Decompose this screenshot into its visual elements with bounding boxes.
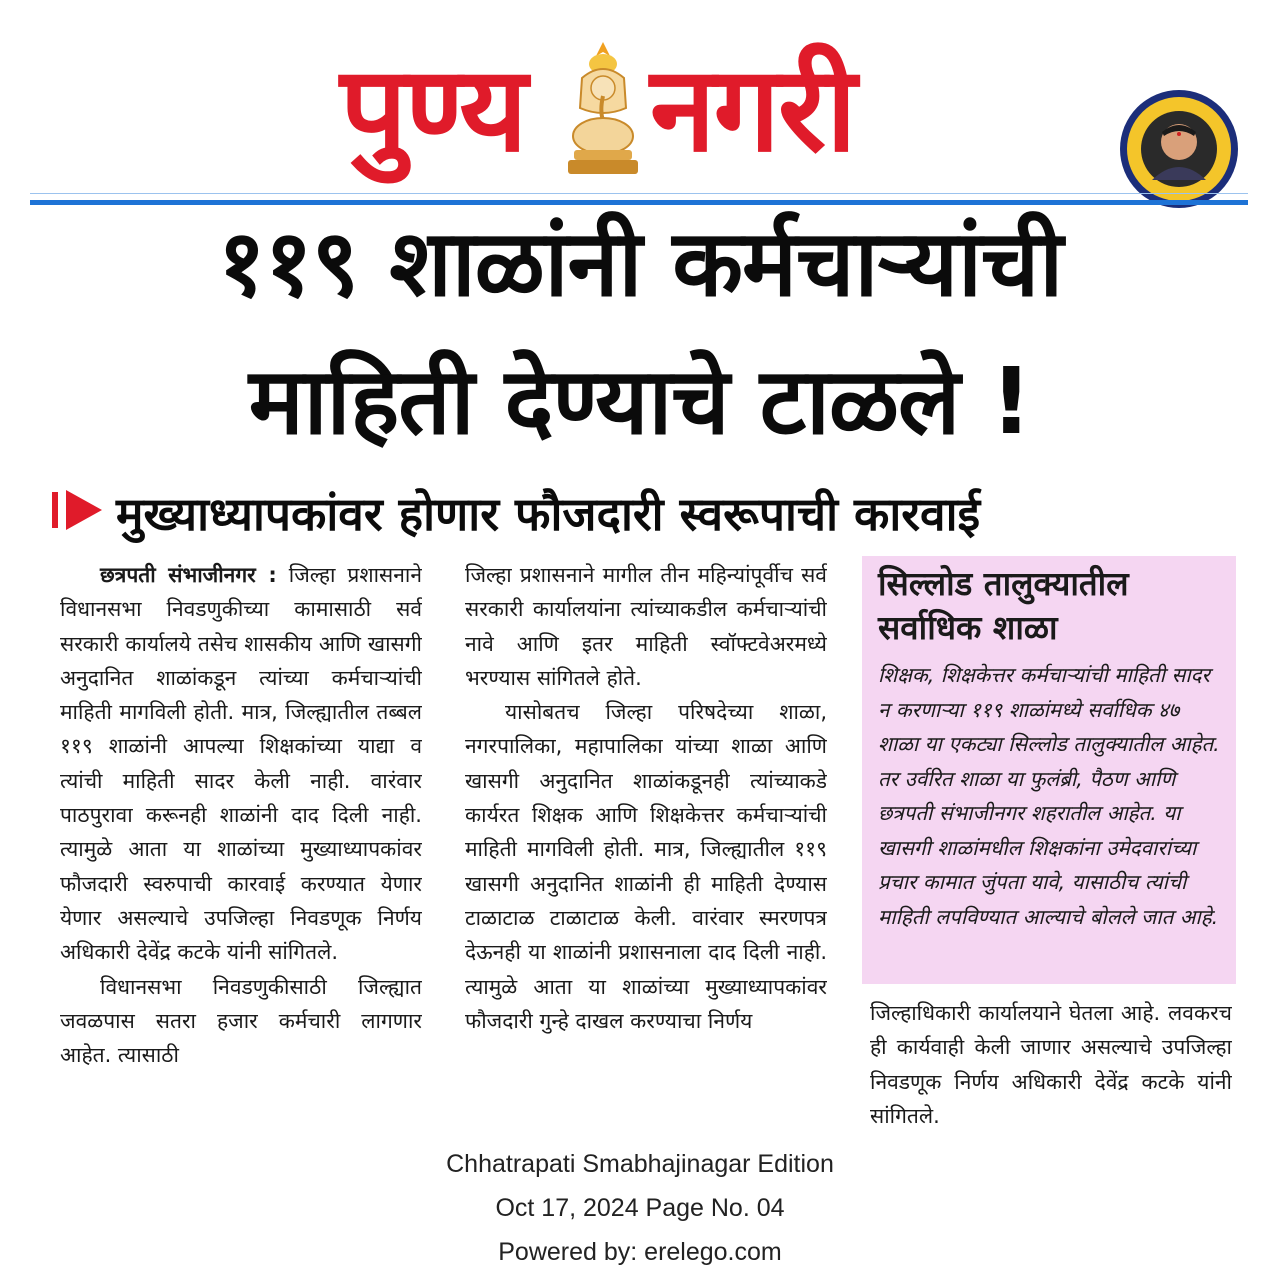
footer-date-page: Oct 17, 2024 Page No. 04 bbox=[495, 1194, 785, 1222]
masthead-divider bbox=[30, 200, 1248, 205]
sidebar-box bbox=[862, 556, 1236, 984]
headline-line-2: माहिती देण्याचे टाळले ! bbox=[248, 348, 1032, 455]
subheadline-text: मुख्याध्यापकांवर होणार फौजदारी स्वरूपाची कारवाई bbox=[116, 487, 981, 541]
subheadline bbox=[50, 482, 1250, 542]
masthead-thin-rule bbox=[30, 193, 1248, 194]
article-paragraph: यासोबतच जिल्हा परिषदेच्या शाळा, नगरपालिका, महापालिका यांच्या शाळा आणि खासगी अनुदानित शाळांकडूनही त्यांच्याकडे कार्यरत शिक्षक आणि शिक्षकेत्तर कर्मचाऱ्यांची माहिती मागविली होती. मात्र, जिल्ह्यातील ११९ खासगी अनुदानित शाळांनी ही माहिती देण्यास टाळाटाळ टाळाटाळ केली. वारंवार स्मरणपत्र देऊनही या शाळांनी प्रशासनाला दाद दिली नाही. त्यामुळे आता या शाळांच्या मुख्याध्यापकांवर फौजदारी गुन्हे दाखल करण्याचा निर्णय bbox=[465, 700, 827, 1033]
masthead bbox=[0, 30, 1280, 200]
article-column-3 bbox=[870, 996, 1232, 1136]
logo-word-right: नगरी bbox=[650, 40, 855, 178]
sidebar-body: शिक्षक, शिक्षकेत्तर कर्मचाऱ्यांची माहिती सादर न करणाऱ्या ११९ शाळांमध्ये सर्वाधिक ४७ शाळा या एकट्या सिल्लोड तालुक्यातील आहेत. तर उर्वरित शाळा या फुलंब्री, पैठण आणि छत्रपती संभाजीनगर शहरातील आहेत. या खासगी शाळांमधील शिक्षकांना उमेदवारांच्या प्रचार कामात जुंपता यावे, यासाठीच त्यांची माहिती लपविण्यात आल्याचे बोलले जात आहे. bbox=[878, 663, 1220, 929]
article-paragraph: जिल्हाधिकारी कार्यालयाने घेतला आहे. लवकरच ही कार्यवाही केली जाणार असल्याचे उपजिल्हा निवडणूक निर्णय अधिकारी देवेंद्र कटके यांनी सांगितले. bbox=[870, 1001, 1232, 1128]
headline-line-1: ११९ शाळांनी कर्मचाऱ्यांची bbox=[217, 210, 1063, 317]
article-column-2 bbox=[465, 558, 827, 1138]
article-column-1 bbox=[60, 558, 422, 1138]
author-photo-badge bbox=[1118, 88, 1240, 210]
logo-word-left: पुण्य bbox=[340, 40, 526, 178]
footer-edition: Chhatrapati Smabhajinagar Edition bbox=[446, 1150, 834, 1178]
red-play-arrow-icon bbox=[50, 488, 110, 532]
article-paragraph: जिल्हा प्रशासनाने मागील तीन महिन्यांपूर्वीच सर्व सरकारी कार्यालयांना त्यांच्याकडील कर्मचाऱ्यांची नावे आणि इतर माहिती स्वॉफ्टवेअरमध्ये भरण्यास सांगितले होते. bbox=[465, 563, 827, 690]
ganesha-idol-icon bbox=[560, 38, 646, 178]
article-paragraph: जिल्हा प्रशासनाने विधानसभा निवडणुकीच्या कामासाठी सर्व सरकारी कार्यालये तसेच शासकीय आणि खासगी अनुदानित शाळांकडून त्यांच्या कर्मचाऱ्यांची माहिती मागविली होती. मात्र, जिल्ह्यातील तब्बल ११९ शाळांनी आपल्या शिक्षकांच्या याद्या व त्यांची माहिती सादर केली नाही. वारंवार पाठपुरावा करूनही शाळांनी दाद दिली नाही. त्यामुळे आता या शाळांच्या मुख्याध्यापकांवर फौजदारी स्वरुपाची कारवाई करण्यात येणार येणार असल्याचे उपजिल्हा निवडणूक निर्णय अधिकारी देवेंद्र कटके यांनी सांगितले. bbox=[60, 563, 422, 965]
dateline: छत्रपती संभाजीनगर : bbox=[100, 563, 277, 587]
article-paragraph: विधानसभा निवडणुकीसाठी जिल्ह्यात जवळपास सतरा हजार कर्मचारी लागणार आहेत. त्यासाठी bbox=[60, 974, 422, 1068]
footer-powered-by: Powered by: erelego.com bbox=[498, 1238, 782, 1266]
sidebar-title: सिल्लोड तालुक्यातील सर्वाधिक शाळा bbox=[878, 564, 1129, 647]
